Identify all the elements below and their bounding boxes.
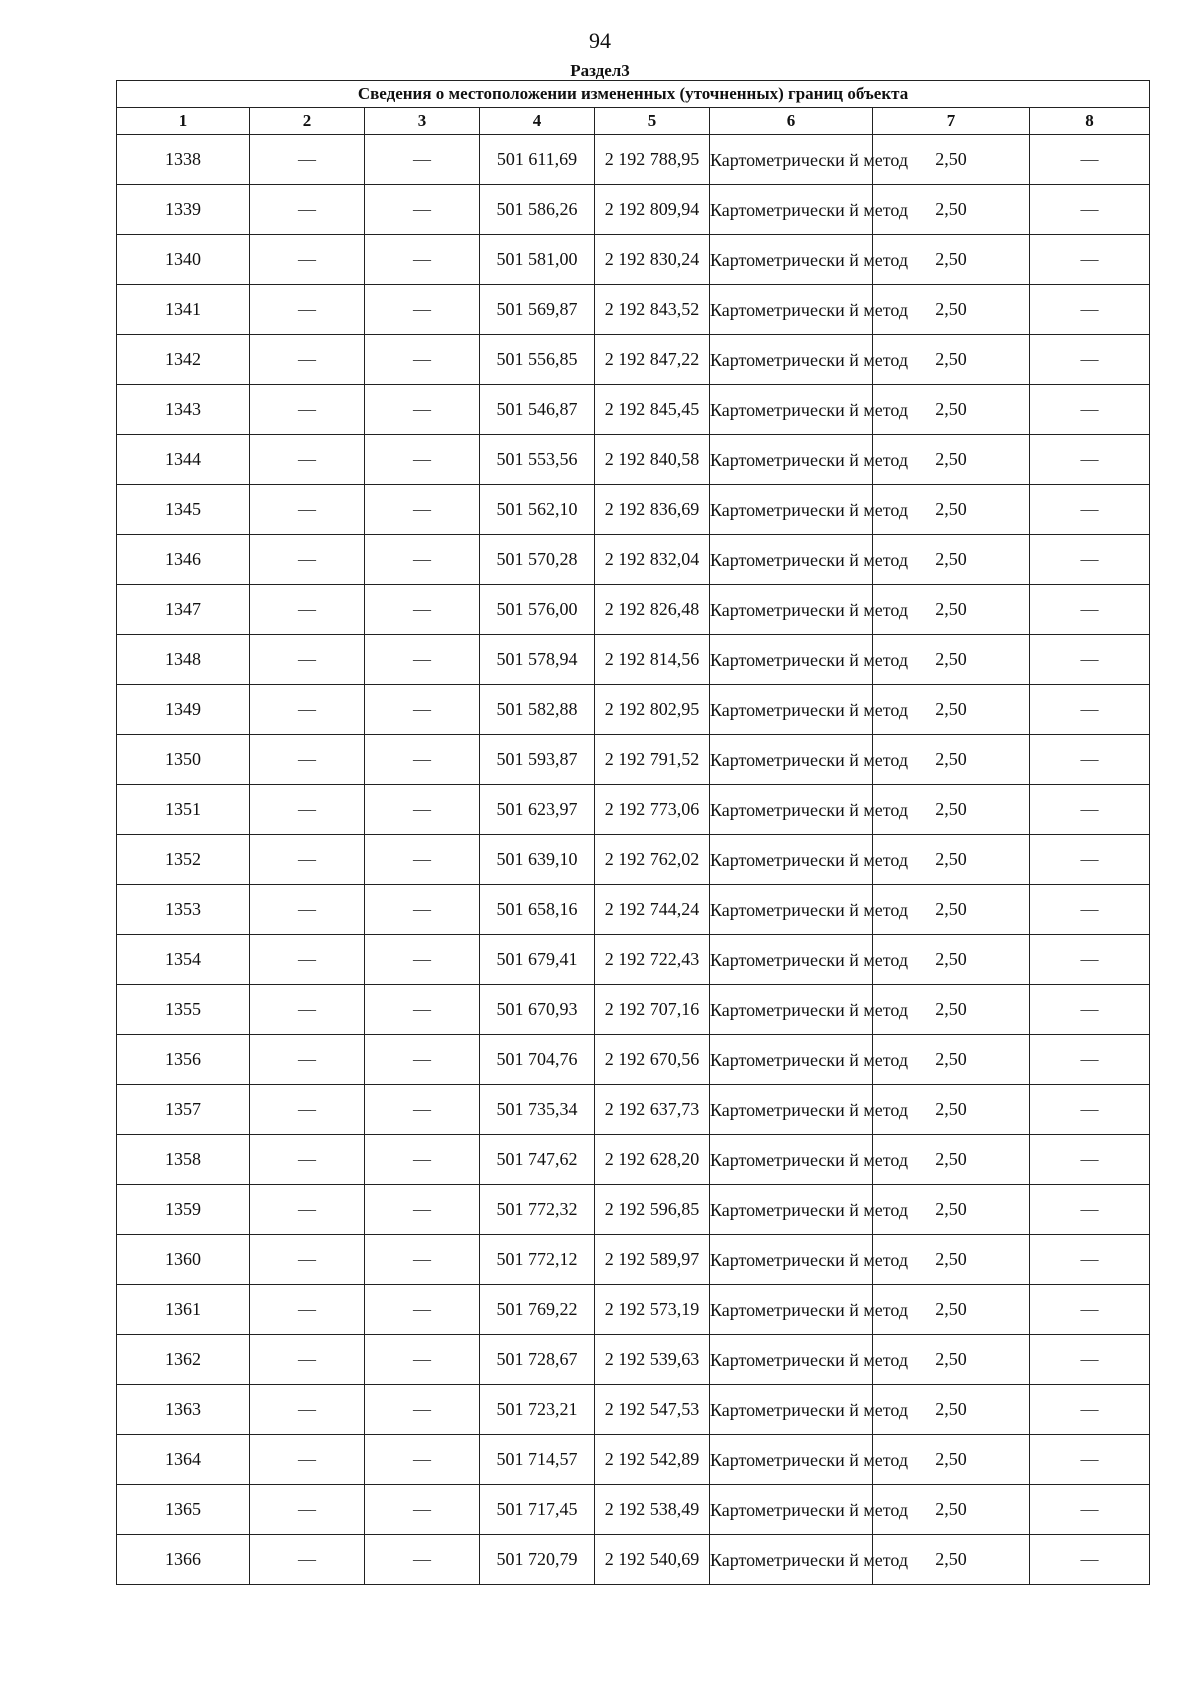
table-row bbox=[117, 535, 1150, 585]
accuracy-cell: 2,50 bbox=[873, 385, 1030, 435]
column-3-cell: — bbox=[365, 235, 480, 285]
coordinates-table bbox=[116, 80, 1150, 1585]
column-2-cell: — bbox=[250, 635, 365, 685]
point-number-cell: 1365 bbox=[117, 1485, 250, 1535]
point-number-cell: 1348 bbox=[117, 635, 250, 685]
point-number-cell: 1358 bbox=[117, 1135, 250, 1185]
column-8-cell: — bbox=[1030, 135, 1150, 185]
x-coordinate-cell: 501 658,16 bbox=[480, 885, 595, 935]
column-3-cell: — bbox=[365, 1335, 480, 1385]
method-cell: Картометрически й метод bbox=[710, 785, 873, 835]
column-3-cell: — bbox=[365, 1535, 480, 1585]
y-coordinate-cell: 2 192 589,97 bbox=[595, 1235, 710, 1285]
point-number-cell: 1346 bbox=[117, 535, 250, 585]
table-row bbox=[117, 1485, 1150, 1535]
method-cell: Картометрически й метод bbox=[710, 835, 873, 885]
y-coordinate-cell: 2 192 542,89 bbox=[595, 1435, 710, 1485]
column-8-cell: — bbox=[1030, 1385, 1150, 1435]
table-row bbox=[117, 1035, 1150, 1085]
method-cell: Картометрически й метод bbox=[710, 935, 873, 985]
x-coordinate-cell: 501 704,76 bbox=[480, 1035, 595, 1085]
x-coordinate-cell: 501 569,87 bbox=[480, 285, 595, 335]
accuracy-cell: 2,50 bbox=[873, 1335, 1030, 1385]
point-number-cell: 1351 bbox=[117, 785, 250, 835]
y-coordinate-cell: 2 192 628,20 bbox=[595, 1135, 710, 1185]
point-number-cell: 1366 bbox=[117, 1535, 250, 1585]
column-3-cell: — bbox=[365, 335, 480, 385]
point-number-cell: 1341 bbox=[117, 285, 250, 335]
accuracy-cell: 2,50 bbox=[873, 635, 1030, 685]
column-2-cell: — bbox=[250, 1035, 365, 1085]
column-3-cell: — bbox=[365, 135, 480, 185]
point-number-cell: 1352 bbox=[117, 835, 250, 885]
column-8-cell: — bbox=[1030, 1235, 1150, 1285]
point-number-cell: 1362 bbox=[117, 1335, 250, 1385]
method-cell: Картометрически й метод bbox=[710, 235, 873, 285]
point-number-cell: 1361 bbox=[117, 1285, 250, 1335]
column-8-cell: — bbox=[1030, 1435, 1150, 1485]
column-3-cell: — bbox=[365, 285, 480, 335]
table-row bbox=[117, 235, 1150, 285]
x-coordinate-cell: 501 582,88 bbox=[480, 685, 595, 735]
column-3-cell: — bbox=[365, 635, 480, 685]
column-8-cell: — bbox=[1030, 435, 1150, 485]
column-2-cell: — bbox=[250, 885, 365, 935]
column-8-cell: — bbox=[1030, 185, 1150, 235]
method-cell: Картометрически й метод bbox=[710, 485, 873, 535]
point-number-cell: 1347 bbox=[117, 585, 250, 635]
column-2-cell: — bbox=[250, 1235, 365, 1285]
accuracy-cell: 2,50 bbox=[873, 585, 1030, 635]
method-cell: Картометрически й метод bbox=[710, 1335, 873, 1385]
method-cell: Картометрически й метод bbox=[710, 985, 873, 1035]
table-title: Сведения о местоположении измененных (уточненных) границ объекта bbox=[117, 81, 1150, 108]
y-coordinate-cell: 2 192 573,19 bbox=[595, 1285, 710, 1335]
method-cell: Картометрически й метод bbox=[710, 1385, 873, 1435]
column-3-cell: — bbox=[365, 1235, 480, 1285]
column-2-cell: — bbox=[250, 285, 365, 335]
point-number-cell: 1339 bbox=[117, 185, 250, 235]
column-number: 7 bbox=[873, 108, 1030, 135]
column-2-cell: — bbox=[250, 685, 365, 735]
point-number-cell: 1359 bbox=[117, 1185, 250, 1235]
method-cell: Картометрически й метод bbox=[710, 285, 873, 335]
table-row bbox=[117, 1385, 1150, 1435]
column-2-cell: — bbox=[250, 1485, 365, 1535]
x-coordinate-cell: 501 679,41 bbox=[480, 935, 595, 985]
accuracy-cell: 2,50 bbox=[873, 685, 1030, 735]
table-row bbox=[117, 1235, 1150, 1285]
column-8-cell: — bbox=[1030, 1535, 1150, 1585]
column-8-cell: — bbox=[1030, 1085, 1150, 1135]
column-3-cell: — bbox=[365, 435, 480, 485]
column-number: 2 bbox=[250, 108, 365, 135]
column-2-cell: — bbox=[250, 835, 365, 885]
column-8-cell: — bbox=[1030, 635, 1150, 685]
accuracy-cell: 2,50 bbox=[873, 1185, 1030, 1235]
column-3-cell: — bbox=[365, 1385, 480, 1435]
column-number: 6 bbox=[710, 108, 873, 135]
y-coordinate-cell: 2 192 707,16 bbox=[595, 985, 710, 1035]
table-row bbox=[117, 485, 1150, 535]
section-label: Раздел3 bbox=[570, 61, 630, 80]
column-3-cell: — bbox=[365, 885, 480, 935]
column-3-cell: — bbox=[365, 1485, 480, 1535]
x-coordinate-cell: 501 717,45 bbox=[480, 1485, 595, 1535]
table-row bbox=[117, 785, 1150, 835]
y-coordinate-cell: 2 192 596,85 bbox=[595, 1185, 710, 1235]
column-3-cell: — bbox=[365, 1135, 480, 1185]
y-coordinate-cell: 2 192 637,73 bbox=[595, 1085, 710, 1135]
table-row bbox=[117, 1085, 1150, 1135]
y-coordinate-cell: 2 192 830,24 bbox=[595, 235, 710, 285]
accuracy-cell: 2,50 bbox=[873, 1485, 1030, 1535]
table-row bbox=[117, 185, 1150, 235]
column-2-cell: — bbox=[250, 1535, 365, 1585]
table-body bbox=[117, 135, 1150, 1585]
column-3-cell: — bbox=[365, 1185, 480, 1235]
column-8-cell: — bbox=[1030, 685, 1150, 735]
accuracy-cell: 2,50 bbox=[873, 935, 1030, 985]
table-row bbox=[117, 385, 1150, 435]
column-2-cell: — bbox=[250, 485, 365, 535]
column-2-cell: — bbox=[250, 985, 365, 1035]
column-8-cell: — bbox=[1030, 1185, 1150, 1235]
table-row bbox=[117, 685, 1150, 735]
y-coordinate-cell: 2 192 832,04 bbox=[595, 535, 710, 585]
table-row bbox=[117, 1535, 1150, 1585]
table-row bbox=[117, 635, 1150, 685]
y-coordinate-cell: 2 192 814,56 bbox=[595, 635, 710, 685]
column-8-cell: — bbox=[1030, 285, 1150, 335]
column-2-cell: — bbox=[250, 335, 365, 385]
table-row bbox=[117, 1135, 1150, 1185]
point-number-cell: 1357 bbox=[117, 1085, 250, 1135]
x-coordinate-cell: 501 728,67 bbox=[480, 1335, 595, 1385]
column-3-cell: — bbox=[365, 1285, 480, 1335]
y-coordinate-cell: 2 192 538,49 bbox=[595, 1485, 710, 1535]
column-8-cell: — bbox=[1030, 835, 1150, 885]
x-coordinate-cell: 501 586,26 bbox=[480, 185, 595, 235]
y-coordinate-cell: 2 192 788,95 bbox=[595, 135, 710, 185]
column-3-cell: — bbox=[365, 535, 480, 585]
method-cell: Картометрически й метод bbox=[710, 635, 873, 685]
accuracy-cell: 2,50 bbox=[873, 985, 1030, 1035]
point-number-cell: 1349 bbox=[117, 685, 250, 735]
method-cell: Картометрически й метод bbox=[710, 1185, 873, 1235]
table-row bbox=[117, 435, 1150, 485]
column-8-cell: — bbox=[1030, 535, 1150, 585]
y-coordinate-cell: 2 192 540,69 bbox=[595, 1535, 710, 1585]
y-coordinate-cell: 2 192 773,06 bbox=[595, 785, 710, 835]
column-8-cell: — bbox=[1030, 1335, 1150, 1385]
y-coordinate-cell: 2 192 836,69 bbox=[595, 485, 710, 535]
point-number-cell: 1353 bbox=[117, 885, 250, 935]
column-2-cell: — bbox=[250, 1185, 365, 1235]
point-number-cell: 1364 bbox=[117, 1435, 250, 1485]
column-3-cell: — bbox=[365, 685, 480, 735]
column-8-cell: — bbox=[1030, 585, 1150, 635]
column-2-cell: — bbox=[250, 1085, 365, 1135]
column-2-cell: — bbox=[250, 435, 365, 485]
table-title-row bbox=[117, 81, 1150, 108]
column-8-cell: — bbox=[1030, 985, 1150, 1035]
x-coordinate-cell: 501 670,93 bbox=[480, 985, 595, 1035]
y-coordinate-cell: 2 192 791,52 bbox=[595, 735, 710, 785]
column-2-cell: — bbox=[250, 135, 365, 185]
x-coordinate-cell: 501 553,56 bbox=[480, 435, 595, 485]
table-row bbox=[117, 285, 1150, 335]
column-2-cell: — bbox=[250, 1135, 365, 1185]
y-coordinate-cell: 2 192 744,24 bbox=[595, 885, 710, 935]
y-coordinate-cell: 2 192 843,52 bbox=[595, 285, 710, 335]
x-coordinate-cell: 501 720,79 bbox=[480, 1535, 595, 1585]
x-coordinate-cell: 501 593,87 bbox=[480, 735, 595, 785]
column-3-cell: — bbox=[365, 485, 480, 535]
accuracy-cell: 2,50 bbox=[873, 335, 1030, 385]
point-number-cell: 1356 bbox=[117, 1035, 250, 1085]
y-coordinate-cell: 2 192 762,02 bbox=[595, 835, 710, 885]
column-2-cell: — bbox=[250, 785, 365, 835]
column-8-cell: — bbox=[1030, 235, 1150, 285]
method-cell: Картометрически й метод bbox=[710, 135, 873, 185]
column-2-cell: — bbox=[250, 935, 365, 985]
column-2-cell: — bbox=[250, 1335, 365, 1385]
x-coordinate-cell: 501 570,28 bbox=[480, 535, 595, 585]
column-8-cell: — bbox=[1030, 385, 1150, 435]
column-3-cell: — bbox=[365, 1035, 480, 1085]
y-coordinate-cell: 2 192 547,53 bbox=[595, 1385, 710, 1435]
method-cell: Картометрически й метод bbox=[710, 735, 873, 785]
method-cell: Картометрически й метод bbox=[710, 1085, 873, 1135]
column-number: 1 bbox=[117, 108, 250, 135]
accuracy-cell: 2,50 bbox=[873, 1135, 1030, 1185]
accuracy-cell: 2,50 bbox=[873, 535, 1030, 585]
accuracy-cell: 2,50 bbox=[873, 735, 1030, 785]
accuracy-cell: 2,50 bbox=[873, 1085, 1030, 1135]
x-coordinate-cell: 501 747,62 bbox=[480, 1135, 595, 1185]
y-coordinate-cell: 2 192 539,63 bbox=[595, 1335, 710, 1385]
column-8-cell: — bbox=[1030, 1285, 1150, 1335]
column-2-cell: — bbox=[250, 185, 365, 235]
column-8-cell: — bbox=[1030, 485, 1150, 535]
column-8-cell: — bbox=[1030, 335, 1150, 385]
column-number-row bbox=[117, 108, 1150, 135]
point-number-cell: 1350 bbox=[117, 735, 250, 785]
accuracy-cell: 2,50 bbox=[873, 1035, 1030, 1085]
column-2-cell: — bbox=[250, 235, 365, 285]
point-number-cell: 1363 bbox=[117, 1385, 250, 1435]
x-coordinate-cell: 501 576,00 bbox=[480, 585, 595, 635]
x-coordinate-cell: 501 723,21 bbox=[480, 1385, 595, 1435]
x-coordinate-cell: 501 735,34 bbox=[480, 1085, 595, 1135]
column-8-cell: — bbox=[1030, 735, 1150, 785]
x-coordinate-cell: 501 562,10 bbox=[480, 485, 595, 535]
method-cell: Картометрически й метод bbox=[710, 1035, 873, 1085]
column-2-cell: — bbox=[250, 1385, 365, 1435]
column-3-cell: — bbox=[365, 385, 480, 435]
method-cell: Картометрически й метод bbox=[710, 685, 873, 735]
method-cell: Картометрически й метод bbox=[710, 435, 873, 485]
table-row bbox=[117, 935, 1150, 985]
table-row bbox=[117, 1335, 1150, 1385]
method-cell: Картометрически й метод bbox=[710, 585, 873, 635]
table-row bbox=[117, 1185, 1150, 1235]
accuracy-cell: 2,50 bbox=[873, 485, 1030, 535]
column-3-cell: — bbox=[365, 585, 480, 635]
accuracy-cell: 2,50 bbox=[873, 1235, 1030, 1285]
accuracy-cell: 2,50 bbox=[873, 885, 1030, 935]
method-cell: Картометрически й метод bbox=[710, 385, 873, 435]
point-number-cell: 1345 bbox=[117, 485, 250, 535]
accuracy-cell: 2,50 bbox=[873, 135, 1030, 185]
method-cell: Картометрически й метод bbox=[710, 535, 873, 585]
x-coordinate-cell: 501 639,10 bbox=[480, 835, 595, 885]
y-coordinate-cell: 2 192 809,94 bbox=[595, 185, 710, 235]
y-coordinate-cell: 2 192 845,45 bbox=[595, 385, 710, 435]
x-coordinate-cell: 501 772,12 bbox=[480, 1235, 595, 1285]
column-2-cell: — bbox=[250, 1435, 365, 1485]
table-row bbox=[117, 835, 1150, 885]
method-cell: Картометрически й метод bbox=[710, 1285, 873, 1335]
x-coordinate-cell: 501 546,87 bbox=[480, 385, 595, 435]
column-3-cell: — bbox=[365, 985, 480, 1035]
column-2-cell: — bbox=[250, 1285, 365, 1335]
point-number-cell: 1360 bbox=[117, 1235, 250, 1285]
point-number-cell: 1338 bbox=[117, 135, 250, 185]
column-8-cell: — bbox=[1030, 1035, 1150, 1085]
method-cell: Картометрически й метод bbox=[710, 1135, 873, 1185]
x-coordinate-cell: 501 578,94 bbox=[480, 635, 595, 685]
column-3-cell: — bbox=[365, 185, 480, 235]
table-row bbox=[117, 885, 1150, 935]
x-coordinate-cell: 501 623,97 bbox=[480, 785, 595, 835]
column-8-cell: — bbox=[1030, 885, 1150, 935]
column-3-cell: — bbox=[365, 735, 480, 785]
point-number-cell: 1355 bbox=[117, 985, 250, 1035]
y-coordinate-cell: 2 192 670,56 bbox=[595, 1035, 710, 1085]
column-3-cell: — bbox=[365, 1085, 480, 1135]
x-coordinate-cell: 501 769,22 bbox=[480, 1285, 595, 1335]
column-8-cell: — bbox=[1030, 1135, 1150, 1185]
method-cell: Картометрически й метод bbox=[710, 1435, 873, 1485]
point-number-cell: 1342 bbox=[117, 335, 250, 385]
column-8-cell: — bbox=[1030, 785, 1150, 835]
accuracy-cell: 2,50 bbox=[873, 1285, 1030, 1335]
method-cell: Картометрически й метод bbox=[710, 1485, 873, 1535]
y-coordinate-cell: 2 192 847,22 bbox=[595, 335, 710, 385]
accuracy-cell: 2,50 bbox=[873, 1535, 1030, 1585]
table-row bbox=[117, 585, 1150, 635]
table-row bbox=[117, 335, 1150, 385]
column-8-cell: — bbox=[1030, 935, 1150, 985]
x-coordinate-cell: 501 556,85 bbox=[480, 335, 595, 385]
column-number: 8 bbox=[1030, 108, 1150, 135]
point-number-cell: 1344 bbox=[117, 435, 250, 485]
x-coordinate-cell: 501 581,00 bbox=[480, 235, 595, 285]
column-number: 4 bbox=[480, 108, 595, 135]
column-2-cell: — bbox=[250, 735, 365, 785]
column-3-cell: — bbox=[365, 1435, 480, 1485]
method-cell: Картометрически й метод bbox=[710, 1235, 873, 1285]
table-row bbox=[117, 735, 1150, 785]
accuracy-cell: 2,50 bbox=[873, 1385, 1030, 1435]
x-coordinate-cell: 501 772,32 bbox=[480, 1185, 595, 1235]
column-number: 3 bbox=[365, 108, 480, 135]
accuracy-cell: 2,50 bbox=[873, 235, 1030, 285]
accuracy-cell: 2,50 bbox=[873, 435, 1030, 485]
point-number-cell: 1340 bbox=[117, 235, 250, 285]
table-row bbox=[117, 1435, 1150, 1485]
accuracy-cell: 2,50 bbox=[873, 785, 1030, 835]
x-coordinate-cell: 501 611,69 bbox=[480, 135, 595, 185]
accuracy-cell: 2,50 bbox=[873, 185, 1030, 235]
column-number: 5 bbox=[595, 108, 710, 135]
table-row bbox=[117, 135, 1150, 185]
method-cell: Картометрически й метод bbox=[710, 885, 873, 935]
y-coordinate-cell: 2 192 826,48 bbox=[595, 585, 710, 635]
accuracy-cell: 2,50 bbox=[873, 285, 1030, 335]
table-row bbox=[117, 985, 1150, 1035]
column-2-cell: — bbox=[250, 385, 365, 435]
point-number-cell: 1343 bbox=[117, 385, 250, 435]
method-cell: Картометрически й метод bbox=[710, 1535, 873, 1585]
point-number-cell: 1354 bbox=[117, 935, 250, 985]
page-number: 94 bbox=[589, 28, 611, 53]
column-3-cell: — bbox=[365, 785, 480, 835]
column-3-cell: — bbox=[365, 935, 480, 985]
column-3-cell: — bbox=[365, 835, 480, 885]
column-8-cell: — bbox=[1030, 1485, 1150, 1535]
method-cell: Картометрически й метод bbox=[710, 335, 873, 385]
y-coordinate-cell: 2 192 840,58 bbox=[595, 435, 710, 485]
column-2-cell: — bbox=[250, 585, 365, 635]
table-row bbox=[117, 1285, 1150, 1335]
x-coordinate-cell: 501 714,57 bbox=[480, 1435, 595, 1485]
accuracy-cell: 2,50 bbox=[873, 1435, 1030, 1485]
method-cell: Картометрически й метод bbox=[710, 185, 873, 235]
y-coordinate-cell: 2 192 802,95 bbox=[595, 685, 710, 735]
y-coordinate-cell: 2 192 722,43 bbox=[595, 935, 710, 985]
accuracy-cell: 2,50 bbox=[873, 835, 1030, 885]
column-2-cell: — bbox=[250, 535, 365, 585]
